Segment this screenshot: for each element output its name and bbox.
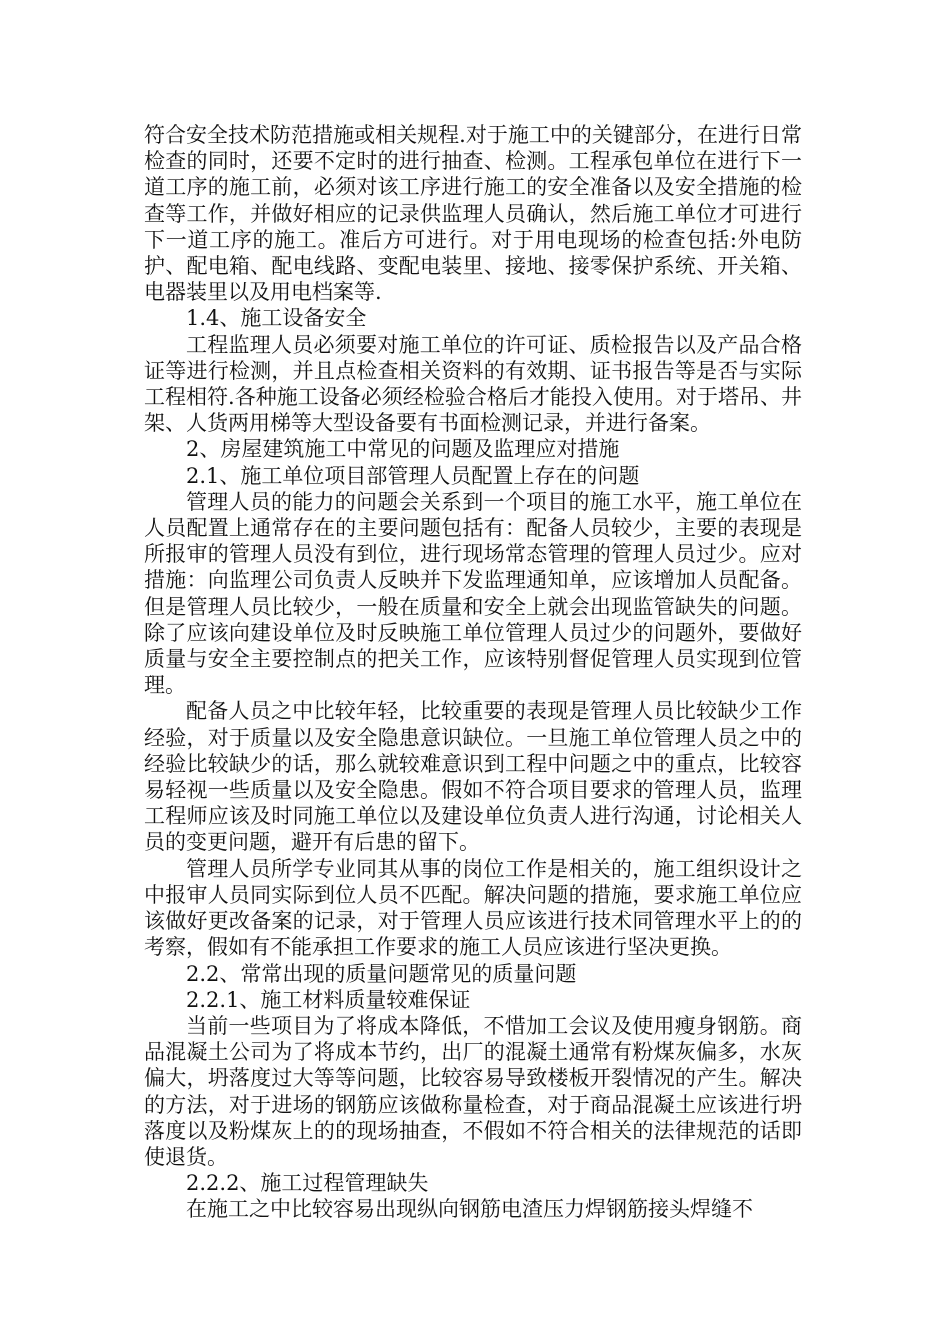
body-paragraph: 当前一些项目为了将成本降低，不惜加工会议及使用瘦身钢筋。商品混凝土公司为了将成本节约，出厂的混凝土通常有粉煤灰偏多，水灰偏大，坍落度过大等等问题，比较容易导致楼板开裂情况的产生。解决的方法，对于进场的钢筋应该做称量检查，对于商品混凝土应该进行坍落度以及粉煤灰上的的现场抽查，不假如不符合相关的法律规范的话即使退货。	[144, 1013, 802, 1169]
body-paragraph: 符合安全技术防范措施或相关规程.对于施工中的关键部分，在进行日常检查的同时，还要不定时的进行抽查、检测。工程承包单位在进行下一道工序的施工前，必须对该工序进行施工的安全准备以及安全措施的检查等工作，并做好相应的记录供监理人员确认，然后施工单位才可进行下一道工序的施工。准后方可进行。对于用电现场的检查包括:外电防护、配电箱、配电线路、变配电装里、接地、接零保护系统、开关箱、电器装里以及用电档案等.	[144, 123, 802, 305]
body-paragraph: 在施工之中比较容易出现纵向钢筋电渣压力焊钢筋接头焊缝不	[186, 1197, 753, 1222]
body-paragraph: 管理人员的能力的问题会关系到一个项目的施工水平，施工单位在人员配置上通常存在的主要问题包括有：配备人员较少，主要的表现是所报审的管理人员没有到位，进行现场常态管理的管理人员过少。应对措施：向监理公司负责人反映并下发监理通知单，应该增加人员配备。但是管理人员比较少，一般在质量和安全上就会出现监管缺失的问题。除了应该向建设单位及时反映施工单位管理人员过少的问题外，要做好质量与安全主要控制点的把关工作，应该特别督促管理人员实现到位管理。	[144, 489, 802, 698]
section-heading: 2.2.1、施工材料质量较难保证	[186, 987, 471, 1012]
body-paragraph: 管理人员所学专业同其从事的岗位工作是相关的，施工组织设计之中报审人员同实际到位人员不匹配。解决问题的措施，要求施工单位应该做好更改备案的记录，对于管理人员应该进行技术同管理水平上的的考察，假如有不能承担工作要求的施工人员应该进行坚决更换。	[144, 856, 802, 960]
body-paragraph: 工程监理人员必须要对施工单位的许可证、质检报告以及产品合格证等进行检测，并且点检查相关资料的有效期、证书报告等是否与实际工程相符.各种施工设备必须经检验合格后才能投入使用。对于塔吊、井架、人货两用梯等大型设备要有书面检测记录，并进行备案。	[144, 332, 802, 436]
section-heading: 2、房屋建筑施工中常见的问题及监理应对措施	[186, 437, 620, 462]
section-heading: 2.2、常常出现的质量问题常见的质量问题	[186, 961, 577, 986]
document-page	[144, 122, 802, 1223]
section-heading: 2.2.2、施工过程管理缺失	[186, 1171, 429, 1196]
section-heading: 1.4、施工设备安全	[186, 306, 367, 331]
section-heading: 2.1、施工单位项目部管理人员配置上存在的问题	[186, 463, 640, 488]
body-paragraph: 配备人员之中比较年轻，比较重要的表现是管理人员比较缺少工作经验，对于质量以及安全隐患意识缺位。一旦施工单位管理人员之中的经验比较缺少的话，那么就较难意识到工程中问题之中的重点，比较容易轻视一些质量以及安全隐患。假如不符合项目要求的管理人员，监理工程师应该及时同施工单位以及建设单位负责人进行沟通，讨论相关人员的变更问题，避开有后患的留下。	[144, 699, 802, 855]
